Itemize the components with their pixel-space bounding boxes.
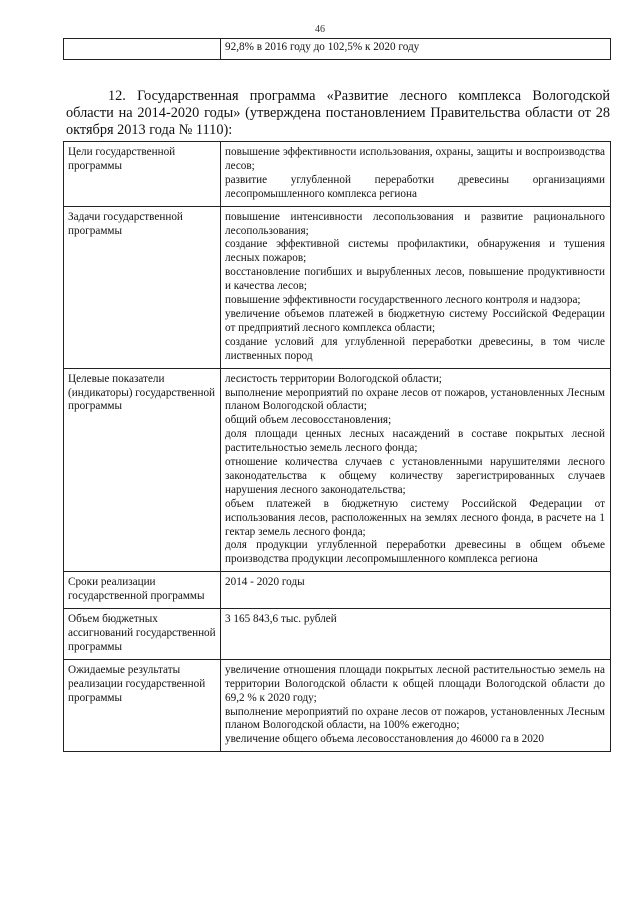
list-item: объем платежей в бюджетную систему Российской Федерации от использования лесов, расположенных на землях лесного фонда, в расчете на 1 гектар земель лесного фонда;	[225, 497, 605, 538]
row-content	[221, 142, 611, 207]
list-item: создание условий для углубленной переработки древесины, в том числе лиственных пород	[225, 335, 605, 362]
row-label: Ожидаемые результаты реализации государственной программы	[64, 659, 221, 751]
list-item: 2014 - 2020 годы	[225, 576, 305, 589]
page-number: 46	[315, 24, 325, 35]
row-label: Сроки реализации государственной программы	[64, 572, 221, 609]
list-item: общий объем лесовосстановления;	[225, 414, 392, 427]
list-item: развитие углубленной переработки древесины организациями лесопромышленного комплекса региона	[225, 173, 605, 200]
continuation-cell: 92,8% в 2016 году до 102,5% к 2020 году	[221, 39, 611, 60]
table-row	[64, 659, 611, 751]
list-item: увеличение общего объема лесовосстановления до 46000 га в 2020	[225, 733, 544, 746]
row-label: Цели государственной программы	[64, 142, 221, 207]
continuation-table	[63, 38, 611, 60]
list-item: лесистость территории Вологодской области;	[225, 372, 442, 385]
list-item: увеличение объемов платежей в бюджетную систему Российской Федерации от предприятий лесного комплекса области;	[225, 307, 605, 334]
row-content	[221, 368, 611, 572]
program-passport-table	[63, 141, 611, 752]
table-row	[64, 39, 611, 60]
list-item: доля площади ценных лесных насаждений в составе покрытых лесной растительностью земель лесного фонда;	[225, 428, 605, 455]
table-row	[64, 609, 611, 660]
row-content	[221, 206, 611, 368]
program-heading	[66, 88, 610, 139]
empty-label-cell	[64, 39, 221, 60]
table-row	[64, 142, 611, 207]
row-label: Объем бюджетных ассигнований государственной программы	[64, 609, 221, 660]
list-item: доля продукции углубленной переработки древесины в общем объеме производства продукции лесопромышленного комплекса региона	[225, 539, 605, 566]
list-item: 3 165 843,6 тыс. рублей	[225, 613, 337, 626]
table-row	[64, 206, 611, 368]
list-item: повышение эффективности государственного лесного контроля и надзора;	[225, 294, 581, 307]
table-row	[64, 572, 611, 609]
row-label: Целевые показатели (индикаторы) государственной программы	[64, 368, 221, 572]
list-item: повышение эффективности использования, охраны, защиты и воспроизводства лесов;	[225, 146, 605, 172]
row-content	[221, 572, 611, 609]
row-content	[221, 659, 611, 751]
list-item: выполнение мероприятий по охране лесов от пожаров, установленных Лесным планом Вологодской области;	[225, 386, 605, 413]
list-item: восстановление погибших и вырубленных лесов, повышение продуктивности и качества лесов;	[225, 266, 605, 293]
list-item: выполнение мероприятий по охране лесов от пожаров, установленных Лесным планом Вологодской области, на 100% ежегодно;	[225, 705, 605, 732]
row-content	[221, 609, 611, 660]
list-item: отношение количества случаев с установленными нарушителями лесного законодательства к общему количеству зарегистрированных случаев нарушения лесного законодательства;	[225, 456, 605, 496]
list-item: повышение интенсивности лесопользования и развитие рационального лесопользования;	[225, 210, 605, 237]
row-label: Задачи государственной программы	[64, 206, 221, 368]
list-item: увеличение отношения площади покрытых лесной растительностью земель на территории Вологодской области к общей площади Вологодской области до 69,2 % к 2020 году;	[225, 663, 605, 704]
program-heading-text: 12. Государственная программа «Развитие лесного комплекса Вологодской области на 2014-2020 годы» (утверждена постановлением Правительства области от 28 октября 2013 года № 1110):	[66, 88, 610, 138]
list-item: создание эффективной системы профилактики, обнаружения и тушения лесных пожаров;	[225, 238, 605, 265]
table-row	[64, 368, 611, 572]
